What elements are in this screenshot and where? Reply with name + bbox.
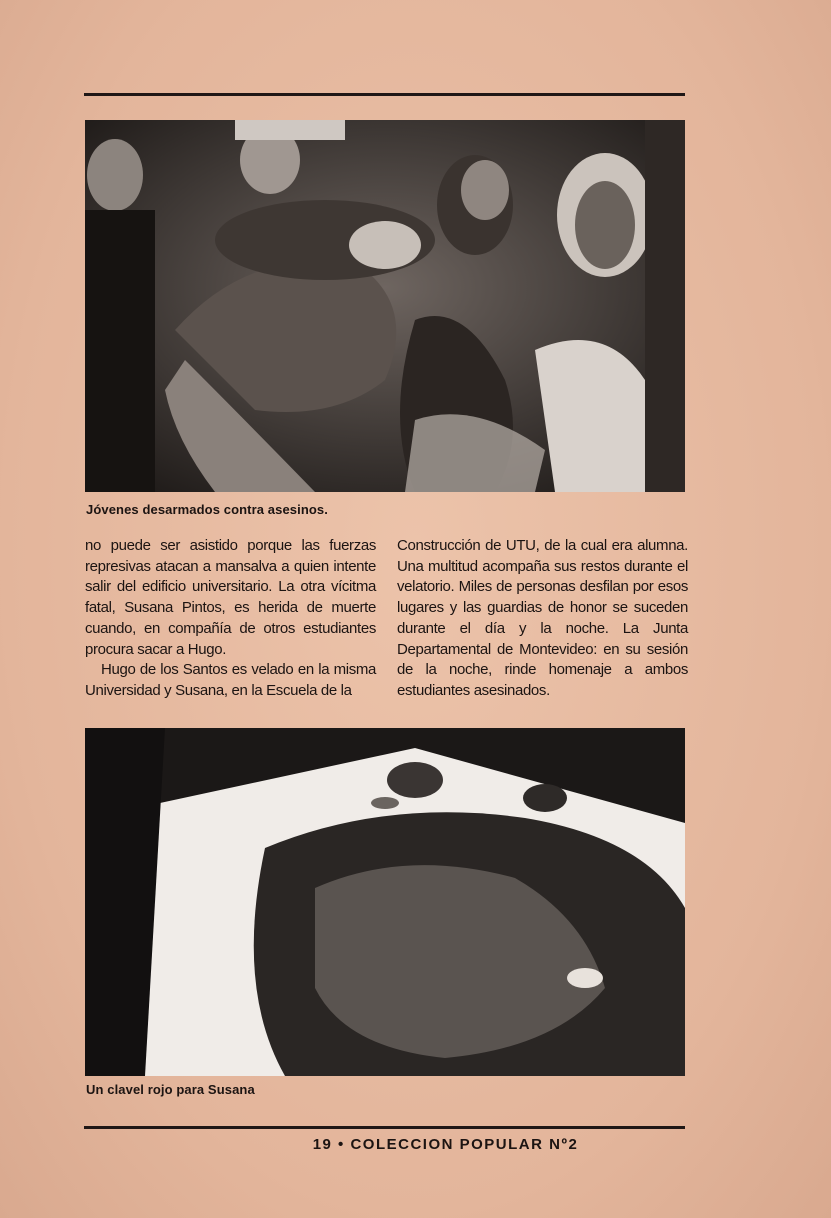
paragraph-3: Construcción de UTU, de la cual era alumna. Una multitud acompaña sus restos durante el velatorio. Miles de personas desfilan por esos lugares y las guardias de honor se suceden durante el día y la noche. La Junta Departamental de Montevideo: en su sesión de la noche, rinde homenaje a ambos estudiantes asesinados.	[397, 537, 688, 699]
page-footer	[0, 1136, 831, 1153]
photo-susana-face	[85, 728, 685, 1076]
photo2-caption: Un clavel rojo para Susana	[86, 1082, 255, 1097]
photo-students-crowd	[85, 120, 685, 492]
paragraph-2: Hugo de los Santos es velado en la misma Universidad y Susana, en la Escuela de la	[85, 661, 376, 699]
text-column-right	[397, 536, 688, 702]
text-column-left	[85, 536, 376, 702]
top-rule	[84, 93, 685, 96]
photo1-caption: Jóvenes desarmados contra asesinos.	[86, 502, 328, 517]
paragraph-1: no puede ser asistido porque las fuerzas represivas atacan a mansalva a quien intente salir del edificio universitario. La otra vícitma fatal, Susana Pintos, es herida de muerte cuando, en compañía de otros estudiantes procura sacar a Hugo.	[85, 537, 376, 658]
footer-text: 19 • COLECCION POPULAR Nº2	[312, 1136, 579, 1153]
bottom-rule	[84, 1126, 685, 1129]
